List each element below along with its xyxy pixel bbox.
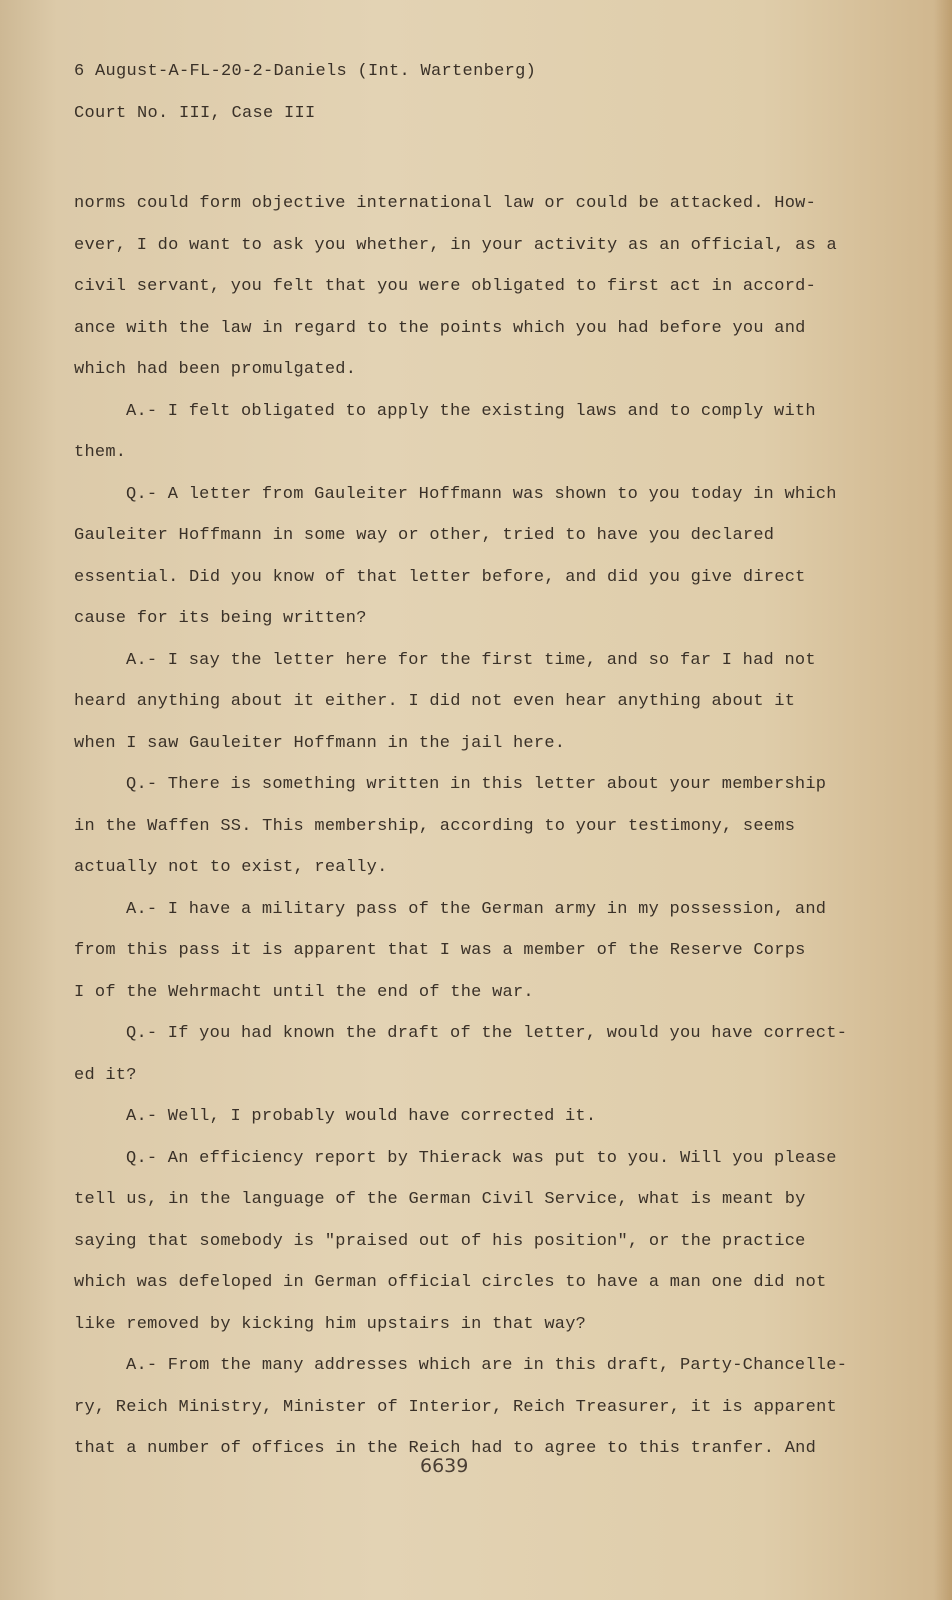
answer-line: A.- Well, I probably would have corrected it. <box>126 1107 597 1126</box>
text-line: essential. Did you know of that letter before, and did you give direct <box>74 567 806 587</box>
text-line: heard anything about it either. I did not even hear anything about it <box>74 692 796 711</box>
header-session-line: 6 August-A-FL-20-2-Daniels (Int. Wartenberg) <box>74 62 537 81</box>
question-line: Q.- An efficiency report by Thierack was put to you. Will you please <box>126 1148 837 1168</box>
text-line: norms could form objective international law or could be attacked. How- <box>74 194 817 213</box>
text-line: civil servant, you felt that you were obligated to first act in accord- <box>74 277 817 296</box>
text-line: in the Waffen SS. This membership, according to your testimony, seems <box>74 816 796 836</box>
question-line: Q.- There is something written in this letter about your membership <box>126 775 827 794</box>
transcript-body <box>74 183 848 1470</box>
text-line: Gauleiter Hoffmann in some way or other, tried to have you declared <box>74 526 775 545</box>
text-line: which had been promulgated. <box>74 360 357 379</box>
answer-line: A.- From the many addresses which are in this draft, Party-Chancelle- <box>126 1356 848 1375</box>
text-line: ed it? <box>74 1065 137 1085</box>
text-line: them. <box>74 443 127 462</box>
text-line: ever, I do want to ask you whether, in your activity as an official, as a <box>74 235 837 255</box>
page-number: 6639 <box>420 1455 469 1477</box>
text-line: actually not to exist, really. <box>74 858 388 877</box>
text-line: ance with the law in regard to the points which you had before you and <box>74 318 806 338</box>
text-line: ry, Reich Ministry, Minister of Interior, Reich Treasurer, it is apparent <box>74 1397 837 1417</box>
question-line: Q.- A letter from Gauleiter Hoffmann was shown to you today in which <box>126 484 837 504</box>
text-line: saying that somebody is "praised out of his position", or the practice <box>74 1231 806 1251</box>
question-line: Q.- If you had known the draft of the letter, would you have correct- <box>126 1024 848 1043</box>
header-court-line: Court No. III, Case III <box>74 104 316 123</box>
text-line: tell us, in the language of the German Civil Service, what is meant by <box>74 1190 806 1209</box>
text-line: cause for its being written? <box>74 609 367 628</box>
text-line: from this pass it is apparent that I was a member of the Reserve Corps <box>74 941 806 960</box>
text-line: I of the Wehrmacht until the end of the war. <box>74 982 534 1002</box>
answer-line: A.- I felt obligated to apply the existing laws and to comply with <box>126 401 816 421</box>
text-line: which was defeloped in German official circles to have a man one did not <box>74 1273 827 1292</box>
answer-line: A.- I have a military pass of the German army in my possession, and <box>126 899 827 919</box>
paper-edge-shadow <box>934 0 952 1600</box>
answer-line: A.- I say the letter here for the first time, and so far I had not <box>126 650 816 670</box>
text-line: that a number of offices in the Reich had to agree to this tranfer. And <box>74 1439 817 1458</box>
text-line: when I saw Gauleiter Hoffmann in the jail here. <box>74 733 566 753</box>
text-line: like removed by kicking him upstairs in that way? <box>74 1314 587 1334</box>
